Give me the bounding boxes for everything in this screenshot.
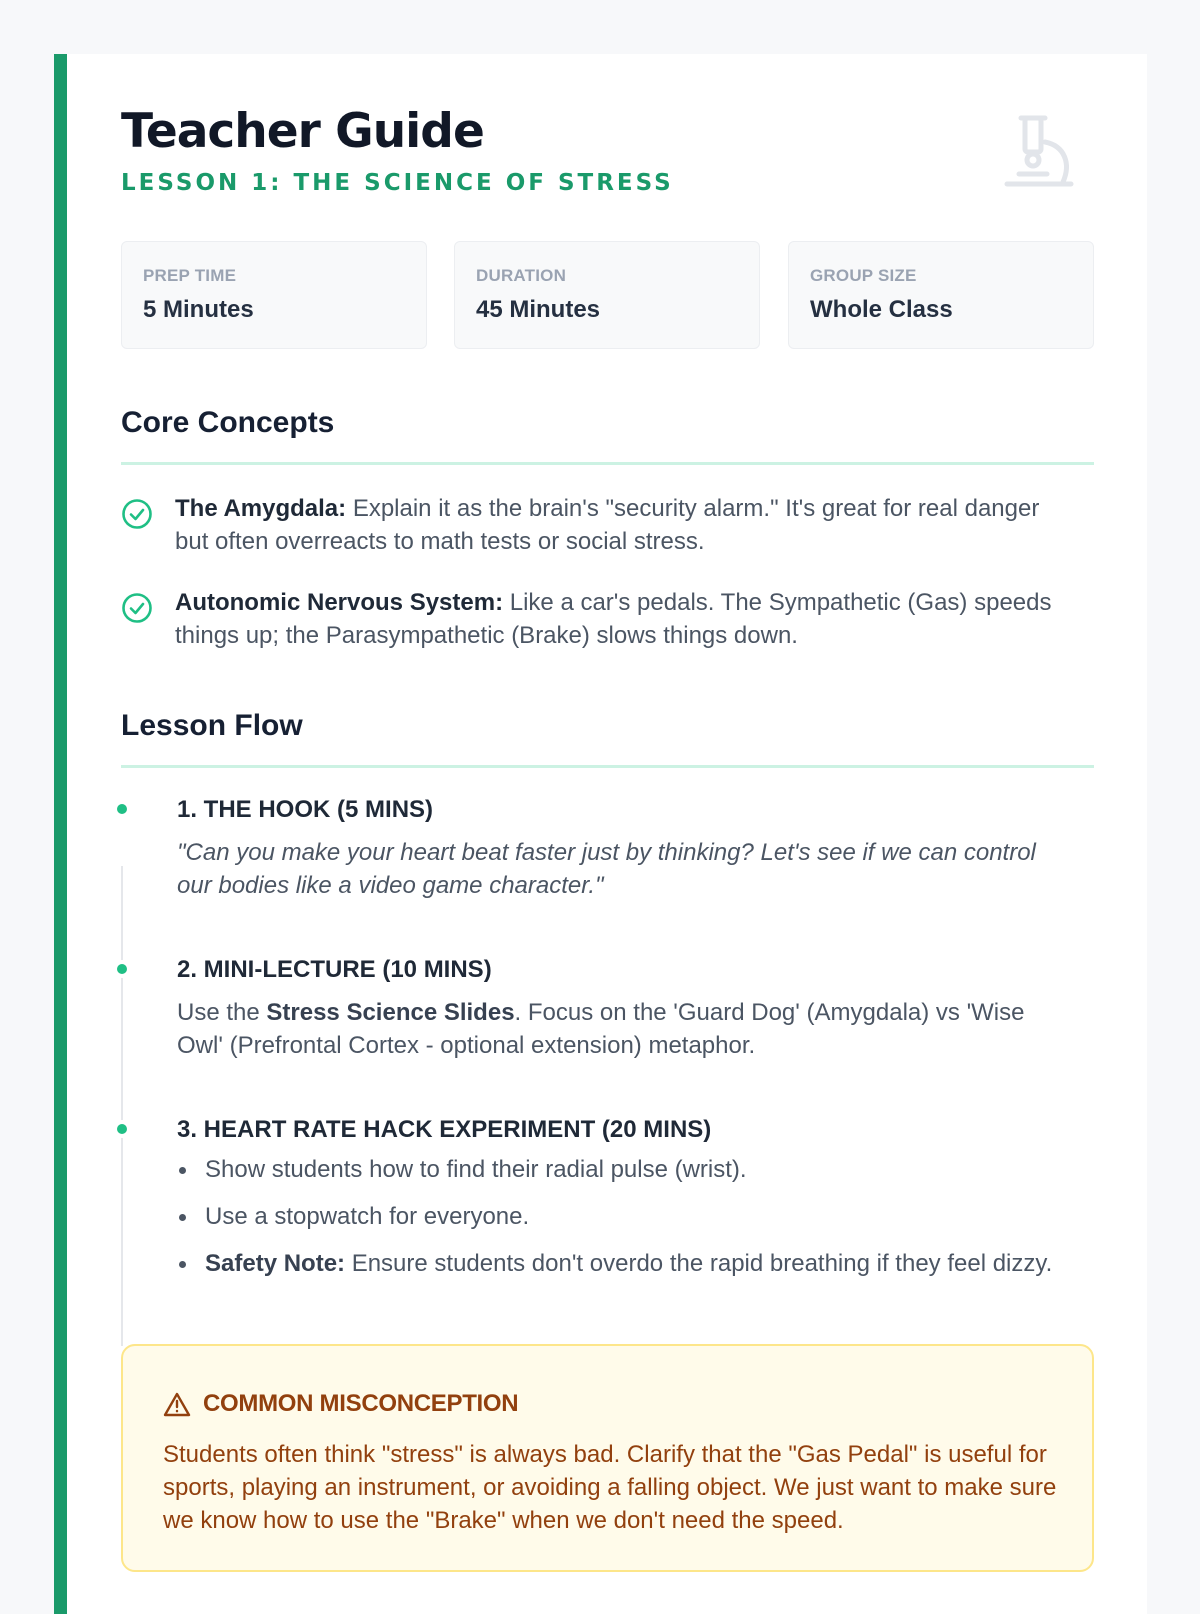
stat-label: DURATION — [476, 266, 567, 285]
list-item-text: Show students how to find their radial pulse (wrist). — [205, 1156, 747, 1183]
timeline-dot — [113, 800, 131, 818]
stat-prep-time — [121, 241, 427, 349]
section-divider — [121, 462, 1094, 465]
timeline-dot — [113, 1120, 131, 1138]
concept-description: Explain it as the brain's "security alarm." It's great for real danger but often overreacts to math tests or social stress. — [175, 495, 1040, 555]
warning-icon — [163, 1392, 191, 1418]
list-item — [177, 1146, 1097, 1193]
stat-value: Whole Class — [810, 296, 953, 323]
step-quote: "Can you make your heart beat faster just by thinking? Let's see if we can control our bodies like a video game character." — [177, 839, 1036, 899]
step-text-part: . Focus on the 'Guard Dog' (Amygdala) vs 'Wise Owl' (Prefrontal Cortex - optional extension) metaphor. — [177, 999, 1025, 1059]
lesson-flow-heading: Lesson Flow — [121, 709, 303, 742]
step-title: 1. THE HOOK (5 MINS) — [177, 796, 434, 823]
lesson-subtitle: LESSON 1: THE SCIENCE OF STRESS — [121, 170, 674, 196]
concept-text — [175, 586, 1075, 652]
stat-value: 5 Minutes — [143, 296, 254, 323]
page-title: Teacher Guide — [121, 104, 484, 159]
check-circle-icon — [121, 498, 153, 530]
step-description — [177, 996, 1077, 1062]
check-circle-icon — [121, 592, 153, 624]
concept-text — [175, 492, 1075, 558]
concept-description: Like a car's pedals. The Sympathetic (Gas) speeds things up; the Parasympathetic (Brake) slows things down. — [175, 589, 1052, 649]
stat-value: 45 Minutes — [476, 296, 601, 323]
stat-label: PREP TIME — [143, 266, 237, 285]
concept-term: Autonomic Nervous System: — [175, 589, 504, 616]
list-item-text: Use a stopwatch for everyone. — [205, 1203, 530, 1230]
stat-label: GROUP SIZE — [810, 266, 917, 285]
callout-text: Students often think "stress" is always bad. Clarify that the "Gas Pedal" is useful for sports, playing an instrument, or avoiding a falling object. We just want to make sure we know how to use the "Brake" when we don't need the speed. — [163, 1441, 1057, 1534]
step-title: 2. MINI-LECTURE (10 MINS) — [177, 956, 492, 983]
stat-group-size — [788, 241, 1094, 349]
callout-title: COMMON MISCONCEPTION — [203, 1390, 519, 1417]
list-item — [177, 1193, 1097, 1240]
list-item — [177, 1240, 1097, 1287]
list-item-text: Ensure students don't overdo the rapid breathing if they feel dizzy. — [345, 1250, 1053, 1277]
teacher-guide-card — [54, 54, 1147, 1614]
misconception-callout — [121, 1344, 1094, 1572]
core-concepts-heading: Core Concepts — [121, 406, 335, 439]
timeline-line — [121, 866, 123, 1346]
step-text-part: Use the — [177, 999, 267, 1026]
slides-reference: Stress Science Slides — [266, 999, 515, 1026]
experiment-list — [177, 1146, 1097, 1287]
timeline-dot — [113, 960, 131, 978]
lesson-stats — [121, 241, 1094, 349]
concept-term: The Amygdala: — [175, 495, 347, 522]
section-divider — [121, 765, 1094, 768]
step-title: 3. HEART RATE HACK EXPERIMENT (20 MINS) — [177, 1116, 712, 1143]
stat-duration — [454, 241, 760, 349]
microscope-icon — [1003, 112, 1075, 192]
safety-note-label: Safety Note: — [205, 1250, 346, 1277]
